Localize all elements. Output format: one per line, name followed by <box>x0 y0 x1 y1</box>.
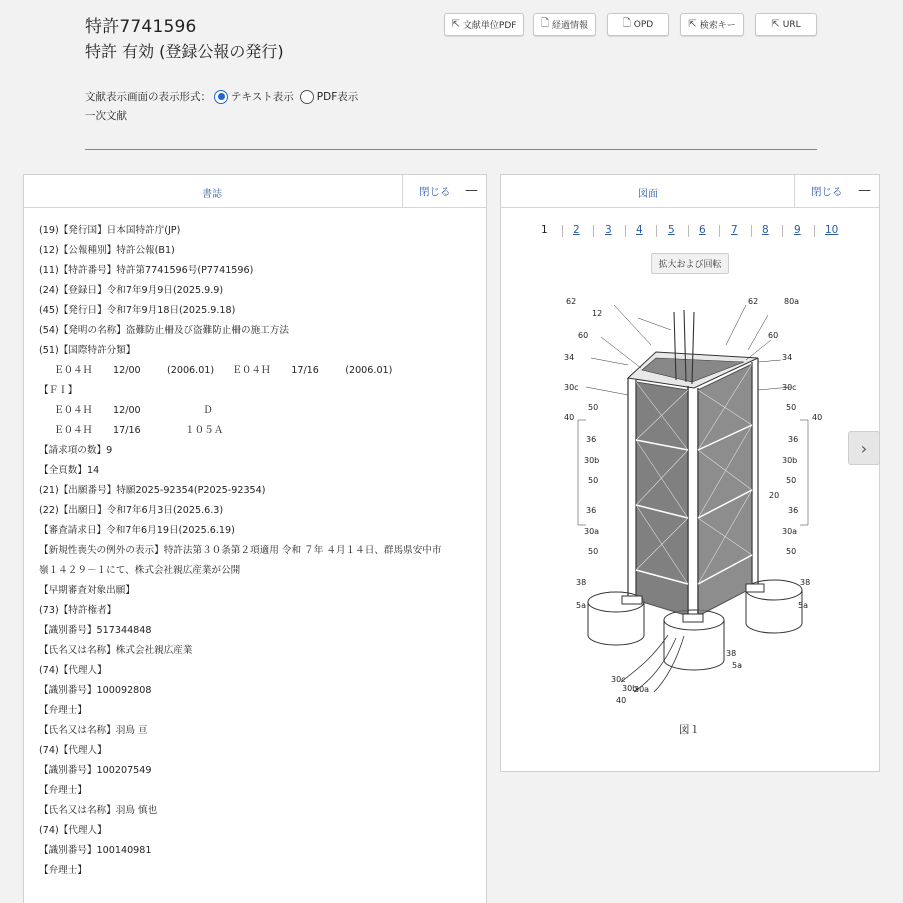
biblio-line: 【早期審査対象出願】 <box>39 585 135 596</box>
fi-entry: Ｅ０４Ｈ 12/00 Ｄ <box>54 405 213 416</box>
pdf-display-radio[interactable] <box>300 90 314 104</box>
drawing-label: 50 <box>588 547 599 556</box>
page-1[interactable]: 1 <box>541 224 548 236</box>
biblio-line: (74)【代理人】 <box>39 745 107 756</box>
chevron-right-icon: › <box>860 438 868 458</box>
zoom-rotate-button[interactable]: 拡大および回転 <box>651 253 729 274</box>
drawing-label: 60 <box>578 331 589 340</box>
patent-drawing[interactable] <box>556 290 836 725</box>
drawing-label: 36 <box>788 435 799 444</box>
drawing-label: 36 <box>586 506 597 515</box>
drawing-label: 62 <box>566 297 577 306</box>
biblio-line: 【弁理士】 <box>39 785 87 796</box>
drawing-label: 50 <box>786 547 797 556</box>
drawing-label: 20 <box>769 491 780 500</box>
opd-button[interactable]: 🗋 OPD <box>607 13 669 36</box>
biblio-line: 【審査請求日】令和7年6月19日(2025.6.19) <box>39 525 235 536</box>
bibliography-close-button[interactable]: 閉じる <box>402 175 487 208</box>
drawing-label: 62 <box>748 297 759 306</box>
drawing-label: 36 <box>788 506 799 515</box>
drawing-label: 30c <box>564 383 579 392</box>
drawing-label: 40 <box>564 413 575 422</box>
drawing-label: 50 <box>786 403 797 412</box>
biblio-line: 【弁理士】 <box>39 705 87 716</box>
bibliography-panel-title: 書誌 <box>202 189 222 200</box>
drawing-label: 30c <box>611 675 626 684</box>
external-link-icon: ⇱ <box>688 19 697 30</box>
display-format-label: 文献表示画面の表示形式： <box>85 91 211 103</box>
biblio-line: (22)【出願日】令和7年6月3日(2025.6.3) <box>39 505 224 516</box>
figure-panel-title: 図面 <box>638 189 658 200</box>
fi-entry: Ｅ０４Ｈ 17/16 １０５Ａ <box>54 425 224 436</box>
biblio-line: 【氏名又は名称】株式会社親広産業 <box>39 645 193 656</box>
url-button[interactable]: ⇱ URL <box>755 13 817 36</box>
bibliography-text <box>39 221 479 881</box>
biblio-line: 【識別番号】100207549 <box>39 765 152 776</box>
drawing-label: 36 <box>586 435 597 444</box>
pdf-display-label[interactable]: PDF表示 <box>316 91 359 103</box>
patent-status-title: 特許 有効 (登録公報の発行) <box>85 42 284 61</box>
biblio-line: 【弁理士】 <box>39 865 87 876</box>
biblio-line: 【新規性喪失の例外の表示】特許法第３０条第２項適用 令和 ７年 ４月１４日、群馬県安中市 <box>39 545 442 556</box>
page-separator <box>814 225 815 237</box>
page-4[interactable]: 4 <box>636 224 643 236</box>
drawing-label: 40 <box>812 413 823 422</box>
biblio-line: (21)【出願番号】特願2025-92354(P2025-92354) <box>39 485 266 496</box>
biblio-line: (45)【発行日】令和7年9月18日(2025.9.18) <box>39 305 236 316</box>
ipc-entry: Ｅ０４Ｈ 17/16 (2006.01) <box>232 365 393 376</box>
drawing-label: 30b <box>622 684 638 693</box>
page-separator <box>562 225 563 237</box>
drawing-label: 30b <box>584 456 600 465</box>
document-icon: 🗋 <box>540 18 550 29</box>
page-separator <box>782 225 783 237</box>
page-6[interactable]: 6 <box>699 224 706 236</box>
drawing-label: 5a <box>732 661 742 670</box>
drawing-label: 30c <box>782 383 797 392</box>
text-display-label[interactable]: テキスト表示 <box>231 91 294 103</box>
figure-panel <box>500 174 880 772</box>
drawing-label: 5a <box>576 601 586 610</box>
drawing-label: 38 <box>726 649 737 658</box>
drawing-label: 34 <box>782 353 793 362</box>
page-separator <box>656 225 657 237</box>
drawing-label: 50 <box>588 476 599 485</box>
drawing-label: 30a <box>584 527 600 536</box>
figure-caption: 図１ <box>679 724 700 736</box>
drawing-label: 12 <box>592 309 603 318</box>
bibliography-minimize-icon[interactable]: — <box>465 183 478 198</box>
bibliography-panel <box>23 174 487 903</box>
drawing-label: 60 <box>768 331 779 340</box>
biblio-line: 【請求項の数】9 <box>39 445 113 456</box>
biblio-line: (54)【発明の名称】盗難防止柵及び盗難防止柵の施工方法 <box>39 325 289 336</box>
fi-label: 【ＦＩ】 <box>39 385 78 396</box>
biblio-line: 【識別番号】517344848 <box>39 625 152 636</box>
page-3[interactable]: 3 <box>605 224 612 236</box>
drawing-label: 38 <box>800 578 811 587</box>
biblio-line: (74)【代理人】 <box>39 825 107 836</box>
biblio-line: 【識別番号】100092808 <box>39 685 152 696</box>
next-figure-button[interactable] <box>848 431 880 465</box>
biblio-line: (74)【代理人】 <box>39 665 107 676</box>
divider <box>85 149 817 150</box>
page-separator <box>688 225 689 237</box>
biblio-line: 【氏名又は名称】羽鳥 慎也 <box>39 805 158 816</box>
biblio-line: (73)【特許権者】 <box>39 605 117 616</box>
primary-document-label: 一次文献 <box>85 110 127 122</box>
drawing-label: 34 <box>564 353 575 362</box>
page-2[interactable]: 2 <box>573 224 580 236</box>
page-7[interactable]: 7 <box>731 224 738 236</box>
drawing-label: 38 <box>576 578 587 587</box>
biblio-line: (12)【公報種別】特許公報(B1) <box>39 245 175 256</box>
document-pdf-button[interactable]: ⇱ 文献単位PDF <box>444 13 524 36</box>
page-5[interactable]: 5 <box>668 224 675 236</box>
biblio-line: (19)【発行国】日本国特許庁(JP) <box>39 225 181 236</box>
figure-close-button[interactable]: 閉じる <box>794 175 881 208</box>
page-separator <box>719 225 720 237</box>
display-format-row <box>85 89 358 104</box>
drawing-label: 50 <box>588 403 599 412</box>
page-10[interactable]: 10 <box>825 224 839 236</box>
page-separator <box>593 225 594 237</box>
external-link-icon: ⇱ <box>771 19 780 30</box>
drawing-label: 30a <box>782 527 798 536</box>
biblio-line: 【氏名又は名称】羽鳥 亘 <box>39 725 148 736</box>
text-display-radio[interactable] <box>214 90 228 104</box>
figure-minimize-icon[interactable]: — <box>858 183 871 198</box>
biblio-line: (51)【国際特許分類】 <box>39 345 136 356</box>
drawing-label: 5a <box>798 601 808 610</box>
drawing-label: 40 <box>616 696 627 705</box>
drawing-label: 80a <box>784 297 800 306</box>
page-separator <box>751 225 752 237</box>
biblio-line: 【全頁数】14 <box>39 465 100 476</box>
drawing-label: 30a <box>634 685 650 694</box>
ipc-entry: Ｅ０４Ｈ 12/00 (2006.01) <box>54 365 215 376</box>
progress-info-button[interactable]: 🗋 経過情報 <box>533 13 596 36</box>
biblio-line: (11)【特許番号】特許第7741596号(P7741596) <box>39 265 254 276</box>
figure-panel-header <box>501 175 879 208</box>
biblio-line: (24)【登録日】令和7年9月9日(2025.9.9) <box>39 285 224 296</box>
biblio-line: 【識別番号】100140981 <box>39 845 152 856</box>
page-8[interactable]: 8 <box>762 224 769 236</box>
search-key-button[interactable]: ⇱ 検索キー <box>680 13 744 36</box>
drawing-label: 30b <box>782 456 798 465</box>
page-9[interactable]: 9 <box>794 224 801 236</box>
biblio-line: 嶺１４２９－１にて、株式会社親広産業が公開 <box>39 565 241 576</box>
drawing-label: 50 <box>786 476 797 485</box>
patent-number-title: 特許7741596 <box>85 17 197 37</box>
page-separator <box>625 225 626 237</box>
document-icon: 🗋 <box>622 18 631 29</box>
bibliography-panel-header <box>24 175 486 208</box>
figure-pagination <box>501 224 881 240</box>
external-link-icon: ⇱ <box>451 19 460 30</box>
